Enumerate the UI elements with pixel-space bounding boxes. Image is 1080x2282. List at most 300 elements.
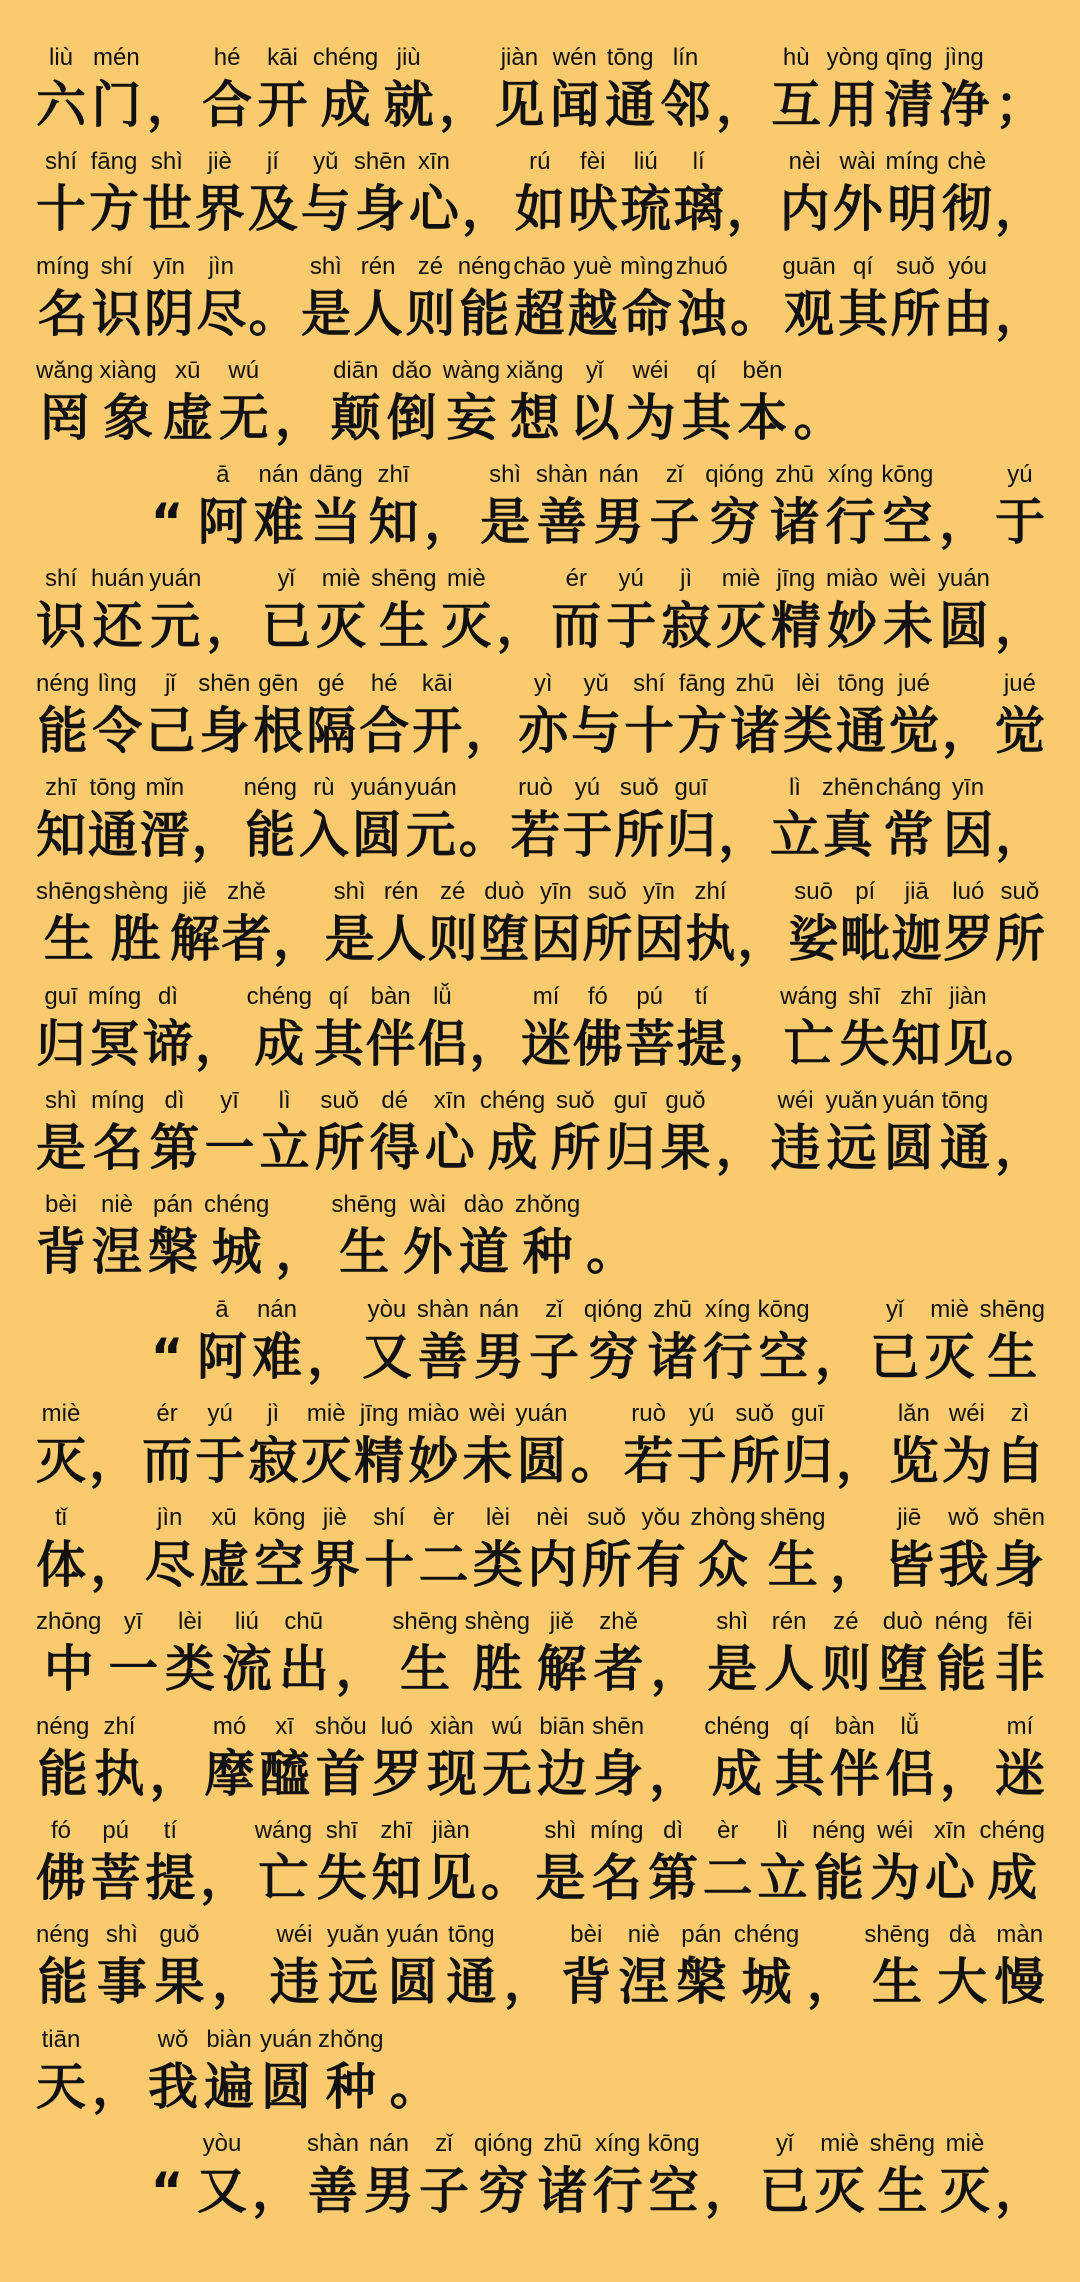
char-cell — [571, 669, 621, 763]
pinyin: diān — [333, 356, 379, 384]
char-cell — [145, 669, 195, 763]
hanzi-char: 开 — [412, 701, 463, 760]
hanzi-char: 未 — [462, 1431, 513, 1490]
char-cell — [370, 1086, 420, 1180]
hanzi-char: 子 — [649, 493, 700, 552]
hanzi-char: 吠 — [567, 180, 618, 239]
pinyin: bàn — [834, 1712, 875, 1740]
text-line — [36, 1086, 1045, 1190]
hanzi-char: 一 — [204, 1118, 255, 1177]
hanzi-char: 中 — [43, 1640, 94, 1699]
hanzi-char: 阿 — [196, 1327, 247, 1386]
pinyin: jiē — [897, 1504, 922, 1532]
hanzi-char: 尽 — [196, 284, 247, 343]
hanzi-char: 妄 — [446, 388, 497, 447]
punctuation-cell — [995, 564, 1045, 658]
punctuation-cell — [275, 356, 325, 450]
pinyin: yì — [533, 669, 553, 697]
pinyin: miè — [447, 565, 486, 593]
char-cell — [537, 1607, 587, 1701]
punctuation-cell — [465, 669, 515, 763]
punctuation-mark: ， — [737, 910, 788, 969]
punctuation-mark: ， — [496, 597, 547, 656]
pinyin: huán — [90, 565, 145, 593]
hanzi-char: 解 — [536, 1640, 587, 1699]
hanzi-char: 浊 — [676, 284, 727, 343]
hanzi-char: 阿 — [197, 493, 248, 552]
char-cell — [716, 564, 766, 658]
punctuation-mark: ， — [90, 1536, 141, 1595]
pinyin: kōng — [647, 2129, 700, 2157]
pinyin: yǐ — [277, 565, 295, 593]
punctuation-cell — [794, 356, 844, 450]
hanzi-char: 子 — [528, 1327, 579, 1386]
hanzi-char: 我 — [938, 1536, 989, 1595]
pinyin: zhòng — [690, 1504, 756, 1532]
hanzi-char: 当 — [311, 493, 362, 552]
hanzi-char: 者 — [593, 1640, 644, 1699]
hanzi-char: 所 — [729, 1431, 780, 1490]
char-cell — [826, 1086, 878, 1180]
hanzi-char: 成 — [320, 76, 371, 134]
hanzi-char: 是 — [36, 1118, 86, 1177]
hanzi-char: 提 — [676, 1014, 727, 1073]
char-cell — [839, 982, 889, 1076]
hanzi-char: 及 — [247, 180, 298, 239]
pinyin: néng — [36, 1921, 90, 1949]
punctuation-mark: “ — [150, 1327, 184, 1386]
punctuation-cell — [586, 1190, 636, 1284]
char-cell — [253, 669, 303, 763]
pinyin: jiè — [322, 1504, 347, 1532]
pinyin: guī — [613, 1086, 648, 1114]
hanzi-char: 已 — [759, 2161, 810, 2220]
char-cell — [325, 877, 375, 971]
char-cell — [661, 43, 711, 137]
pinyin: míng — [885, 148, 939, 176]
pinyin: fó — [50, 1817, 71, 1845]
hanzi-char: 虚 — [199, 1536, 250, 1595]
hanzi-char: 六 — [36, 76, 86, 134]
char-cell — [648, 1295, 698, 1389]
char-cell — [550, 1086, 600, 1180]
punctuation-mark: 。 — [586, 1223, 637, 1282]
hanzi-char: 失 — [839, 1014, 890, 1073]
char-cell — [940, 1086, 990, 1180]
char-cell — [318, 2025, 383, 2119]
hanzi-char: 界 — [309, 1536, 360, 1595]
pinyin: xīn — [433, 1086, 466, 1114]
hanzi-char: 若 — [623, 1431, 674, 1490]
hanzi-char: 虚 — [162, 388, 213, 447]
hanzi-char: 能 — [813, 1849, 864, 1908]
char-cell — [938, 564, 990, 658]
hanzi-char: 寂 — [661, 597, 712, 656]
punctuation-mark: ， — [92, 2057, 142, 2116]
hanzi-char: 生 — [987, 1327, 1038, 1386]
hanzi-char: 闻 — [549, 76, 600, 134]
char-cell — [148, 2025, 198, 2119]
hanzi-char: 罗 — [943, 910, 994, 969]
hanzi-char: 灭 — [924, 1327, 975, 1386]
pinyin: yuǎn — [327, 1921, 380, 1949]
char-cell — [573, 982, 623, 1076]
punctuation-mark: ， — [146, 76, 197, 134]
char-cell — [36, 1399, 86, 1493]
hanzi-char: 通 — [446, 1953, 497, 2012]
char-cell — [92, 669, 142, 763]
punctuation-cell — [249, 252, 299, 346]
pinyin: néng — [457, 252, 512, 280]
hanzi-char: 通 — [939, 1118, 990, 1177]
hanzi-char: 立 — [757, 1849, 808, 1908]
pinyin: míng — [87, 982, 142, 1010]
hanzi-char: 大 — [937, 1953, 988, 2012]
hanzi-char: 识 — [91, 284, 142, 343]
char-cell — [371, 1816, 421, 1910]
char-cell — [197, 1295, 247, 1389]
pinyin: zhǒng — [318, 2025, 384, 2053]
hanzi-char: 真 — [822, 806, 873, 865]
char-cell — [258, 43, 308, 137]
char-cell — [443, 356, 500, 450]
sutra-text — [36, 43, 1045, 2233]
hanzi-char: 圆 — [516, 1431, 567, 1490]
punctuation-mark: ， — [704, 2161, 755, 2220]
pinyin: shì — [544, 1817, 577, 1845]
hanzi-char: 又 — [361, 1327, 412, 1386]
char-cell — [364, 1503, 414, 1597]
char-cell — [36, 773, 86, 867]
pinyin: shēng — [371, 565, 437, 593]
char-cell — [306, 669, 356, 763]
char-cell — [362, 1295, 412, 1389]
pinyin: zhí — [103, 1712, 136, 1740]
punctuation-mark: 。 — [458, 806, 509, 865]
hanzi-char: 诸 — [647, 1327, 698, 1386]
punctuation-cell — [716, 1086, 766, 1180]
char-cell — [870, 1816, 920, 1910]
pinyin: chéng — [312, 44, 379, 71]
char-cell — [606, 564, 656, 658]
pinyin: fèi — [580, 148, 606, 176]
pinyin: wǒ — [157, 2025, 189, 2053]
char-cell — [690, 1503, 755, 1597]
char-cell — [624, 669, 674, 763]
char-cell — [465, 1607, 530, 1701]
pinyin: lì — [788, 774, 801, 802]
punctuation-cell — [206, 564, 256, 658]
char-cell — [91, 43, 141, 137]
pinyin: yuán — [937, 565, 990, 593]
hanzi-char: 所 — [550, 1118, 601, 1177]
char-cell — [149, 1086, 199, 1180]
pinyin: miè — [930, 1295, 969, 1323]
char-cell — [995, 1607, 1045, 1701]
punctuation-mark: ， — [994, 284, 1045, 343]
punctuation-cell — [459, 773, 509, 867]
hanzi-char: 谛 — [142, 1014, 193, 1073]
hanzi-char: 是 — [324, 910, 375, 969]
char-cell — [648, 2129, 700, 2223]
pinyin: qióng — [473, 2129, 533, 2157]
punctuation-cell — [942, 669, 992, 763]
hanzi-char: 非 — [994, 1640, 1045, 1699]
hanzi-char: 归 — [666, 806, 717, 865]
hanzi-char: 亡 — [258, 1849, 309, 1908]
hanzi-char: 涅 — [618, 1953, 669, 2012]
hanzi-char: 行 — [702, 1327, 753, 1386]
char-cell — [314, 982, 364, 1076]
char-cell — [92, 252, 142, 346]
pinyin: xū — [175, 356, 201, 384]
char-cell — [205, 1086, 255, 1180]
char-cell — [405, 773, 457, 867]
hanzi-char: 所 — [890, 284, 941, 343]
pinyin: shì — [44, 1086, 77, 1114]
hanzi-char: 见 — [494, 76, 545, 134]
pinyin: zì — [1010, 1399, 1030, 1427]
pinyin: tōng — [941, 1086, 989, 1114]
pinyin: nèi — [788, 148, 821, 176]
pinyin: shēng — [331, 1191, 397, 1219]
pinyin: yǔ — [313, 148, 339, 176]
hanzi-char: 想 — [509, 388, 560, 447]
char-cell — [248, 1399, 298, 1493]
hanzi-char: 诸 — [769, 493, 820, 552]
hanzi-char: 隔 — [306, 701, 357, 760]
pinyin: suǒ — [588, 878, 627, 906]
char-cell — [890, 252, 940, 346]
pinyin: yuán — [515, 1399, 568, 1427]
hanzi-char: 一 — [108, 1640, 159, 1699]
char-cell — [419, 2129, 469, 2223]
hanzi-char: 迷 — [521, 1014, 572, 1073]
punctuation-mark: ， — [994, 806, 1045, 865]
hanzi-char: 其 — [681, 388, 732, 447]
pinyin: miào — [407, 1399, 460, 1427]
pinyin: cháng — [875, 774, 942, 802]
hanzi-char: 常 — [883, 806, 934, 865]
pinyin: zhū — [653, 1295, 692, 1323]
text-line — [36, 773, 1045, 877]
char-cell — [419, 1503, 469, 1597]
punctuation-mark: ， — [994, 180, 1045, 239]
pinyin: qí — [328, 982, 349, 1010]
pinyin: suǒ — [320, 1086, 360, 1114]
punctuation-mark: ， — [829, 1536, 880, 1595]
pinyin: yóu — [948, 252, 987, 280]
hanzi-char: 觉 — [994, 701, 1045, 760]
pinyin: wài — [409, 1191, 446, 1219]
pinyin: lèi — [485, 1504, 510, 1532]
hanzi-char: 已 — [261, 597, 312, 656]
hanzi-char: 身 — [593, 1744, 644, 1803]
pinyin: bèi — [44, 1191, 78, 1219]
char-cell — [771, 564, 821, 658]
char-cell — [369, 460, 419, 554]
pinyin: miè — [306, 1399, 346, 1427]
pinyin: zhū — [735, 669, 775, 697]
hanzi-char: 是 — [480, 493, 531, 552]
hanzi-char: 身 — [354, 180, 405, 239]
hanzi-char: 于 — [994, 493, 1045, 552]
hanzi-char: 通 — [87, 806, 138, 865]
pinyin: suǒ — [619, 774, 659, 802]
char-cell — [939, 43, 989, 137]
char-cell — [782, 252, 835, 346]
char-cell — [459, 1190, 509, 1284]
pinyin: shì — [716, 1608, 749, 1636]
char-cell — [36, 147, 86, 241]
punctuation-mark: ， — [439, 76, 490, 134]
char-cell — [244, 773, 297, 867]
pinyin: yīn — [952, 774, 985, 802]
pinyin: xū — [211, 1504, 237, 1532]
punctuation-mark: ， — [503, 1953, 554, 2012]
hanzi-char: 名 — [37, 284, 88, 343]
hanzi-char: 者 — [221, 910, 272, 969]
hanzi-char: 伴 — [365, 1014, 416, 1073]
hanzi-char: 迷 — [994, 1744, 1045, 1803]
hanzi-char: 入 — [298, 806, 349, 865]
pinyin: wén — [552, 44, 597, 71]
hanzi-char: 邻 — [660, 76, 711, 134]
pinyin: wéi — [948, 1399, 985, 1427]
pinyin: niè — [100, 1191, 134, 1219]
pinyin: nán — [256, 1295, 297, 1323]
char-cell — [703, 1295, 753, 1389]
hanzi-char: 难 — [253, 493, 304, 552]
char-cell — [582, 877, 632, 971]
punctuation-mark: ， — [251, 2161, 302, 2220]
hanzi-char: 见 — [426, 1849, 477, 1908]
pinyin: mén — [93, 44, 140, 71]
pinyin: shàn — [535, 461, 588, 489]
pinyin: dì — [157, 982, 178, 1010]
punctuation-cell — [995, 43, 1045, 137]
char-cell — [666, 773, 716, 867]
pinyin: qí — [789, 1712, 810, 1740]
char-cell — [89, 147, 139, 241]
pinyin: xī — [275, 1712, 294, 1740]
char-cell — [36, 982, 86, 1076]
hanzi-char: 善 — [307, 2161, 358, 2220]
hanzi-char: 诸 — [730, 701, 781, 760]
punctuation-cell — [728, 982, 778, 1076]
char-cell — [943, 982, 993, 1076]
pinyin: suō — [794, 878, 833, 906]
hanzi-char: 还 — [92, 597, 143, 656]
text-line — [36, 356, 1045, 460]
punctuation-mark: 。 — [994, 1014, 1045, 1073]
pinyin: dì — [164, 1086, 185, 1114]
hanzi-char: 摩 — [204, 1744, 255, 1803]
char-cell — [301, 252, 351, 346]
char-cell — [995, 1399, 1045, 1493]
pinyin: shì — [333, 878, 366, 906]
pinyin: wú — [491, 1712, 523, 1740]
hanzi-char: 现 — [426, 1744, 477, 1803]
pinyin: suǒ — [1000, 878, 1040, 906]
char-cell — [412, 669, 462, 763]
hanzi-char: 如 — [514, 180, 565, 239]
punctuation-cell — [830, 1503, 880, 1597]
pinyin: zhě — [599, 1608, 638, 1636]
punctuation-mark: ， — [273, 910, 324, 969]
char-cell — [550, 43, 600, 137]
punctuation-mark: ， — [191, 806, 242, 865]
hanzi-char: 其 — [838, 284, 889, 343]
char-cell — [426, 1816, 476, 1910]
punctuation-cell — [995, 982, 1045, 1076]
pinyin: mí — [532, 982, 560, 1010]
pinyin: dào — [463, 1191, 504, 1219]
pinyin: yú — [688, 1399, 715, 1427]
punctuation-cell — [481, 1816, 531, 1910]
hanzi-char: 名 — [92, 1118, 143, 1177]
pinyin: yòng — [826, 44, 879, 71]
char-cell — [353, 252, 403, 346]
char-cell — [309, 460, 362, 554]
pinyin: shí — [44, 565, 77, 593]
hanzi-char: 灭 — [940, 2161, 990, 2220]
char-cell — [783, 669, 833, 763]
hanzi-char: 而 — [142, 1431, 193, 1490]
hanzi-char: 灭 — [814, 2161, 865, 2220]
pinyin: qí — [853, 252, 874, 280]
punctuation-mark: ， — [306, 1327, 357, 1386]
char-cell — [279, 1607, 329, 1701]
char-cell — [707, 1607, 757, 1701]
pinyin: luó — [380, 1712, 413, 1740]
hanzi-char: 于 — [676, 1431, 727, 1490]
hanzi-char: 方 — [88, 180, 139, 239]
pinyin: qióng — [705, 461, 764, 489]
pinyin: jué — [897, 669, 930, 697]
hanzi-char: 尽 — [144, 1536, 195, 1595]
pinyin: shì — [489, 461, 522, 489]
punctuation-cell — [336, 1607, 386, 1701]
hanzi-char: 精 — [771, 597, 822, 656]
pinyin: zhī — [377, 461, 410, 489]
pinyin: bèi — [570, 1921, 603, 1949]
char-cell — [315, 1712, 367, 1806]
hanzi-char: 侣 — [884, 1744, 935, 1803]
char-cell — [582, 1503, 632, 1597]
char-cell — [770, 460, 820, 554]
hanzi-char: 失 — [316, 1849, 367, 1908]
char-cell — [995, 1920, 1045, 2014]
hanzi-char: 知 — [891, 1014, 942, 1073]
hanzi-char: 璃 — [673, 180, 724, 239]
pinyin: duò — [484, 878, 525, 906]
pinyin: guǒ — [159, 1921, 200, 1949]
punctuation-cell — [389, 2025, 439, 2119]
char-cell — [88, 773, 138, 867]
hanzi-char: 果 — [154, 1953, 205, 2012]
pinyin: nán — [598, 461, 639, 489]
char-cell — [261, 564, 311, 658]
punctuation-cell — [252, 2129, 302, 2223]
hanzi-char: 所 — [994, 910, 1045, 969]
char-cell — [366, 982, 416, 1076]
punctuation-mark: ， — [465, 701, 516, 760]
hanzi-char: 本 — [737, 388, 788, 447]
hanzi-char: 合 — [202, 76, 253, 134]
char-cell — [428, 877, 478, 971]
pinyin: shēng — [869, 2129, 936, 2157]
